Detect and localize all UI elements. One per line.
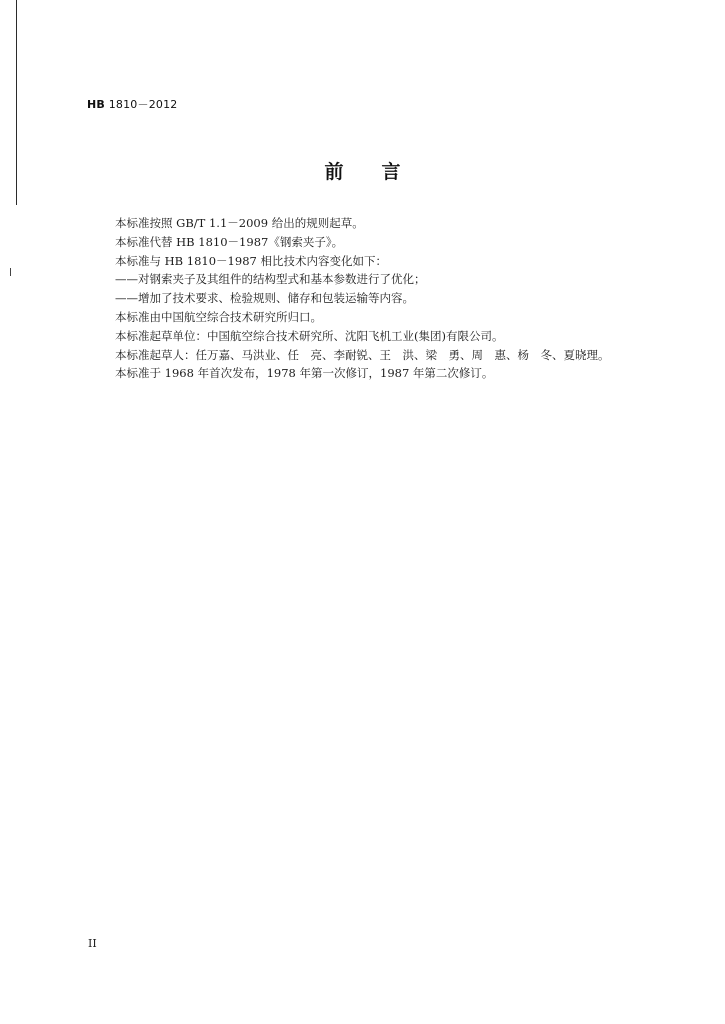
foreword-line: 本标准于 1968 年首次发布，1978 年第一次修订，1987 年第二次修订。 xyxy=(115,366,494,381)
foreword-line: 本标准由中国航空综合技术研究所归口。 xyxy=(115,309,322,324)
page-title: 前言 xyxy=(324,161,439,183)
standard-code-number: 1810－2012 xyxy=(108,98,178,111)
scan-mark xyxy=(10,268,11,276)
page-number: II xyxy=(88,937,97,950)
foreword-line: 本标准起草人：任万嘉、马洪业、任 亮、李耐锐、王 洪、梁 勇、周 惠、杨 冬、夏晓理。 xyxy=(115,347,610,362)
foreword-line: 本标准代替 HB 1810－1987《钢索夹子》。 xyxy=(115,234,344,249)
foreword-list-item: ——增加了技术要求、检验规则、储存和包装运输等内容。 xyxy=(115,291,414,306)
foreword-line: 本标准起草单位：中国航空综合技术研究所、沈阳飞机工业(集团)有限公司。 xyxy=(115,328,504,343)
standard-code-header xyxy=(87,96,178,112)
standard-code-prefix: HB xyxy=(87,98,105,111)
foreword-line: 本标准与 HB 1810－1987 相比技术内容变化如下： xyxy=(115,253,387,268)
foreword-list-item: ——对钢索夹子及其组件的结构型式和基本参数进行了优化； xyxy=(115,272,426,287)
foreword-body xyxy=(115,214,685,383)
foreword-line: 本标准按照 GB/T 1.1－2009 给出的规则起草。 xyxy=(115,216,364,230)
